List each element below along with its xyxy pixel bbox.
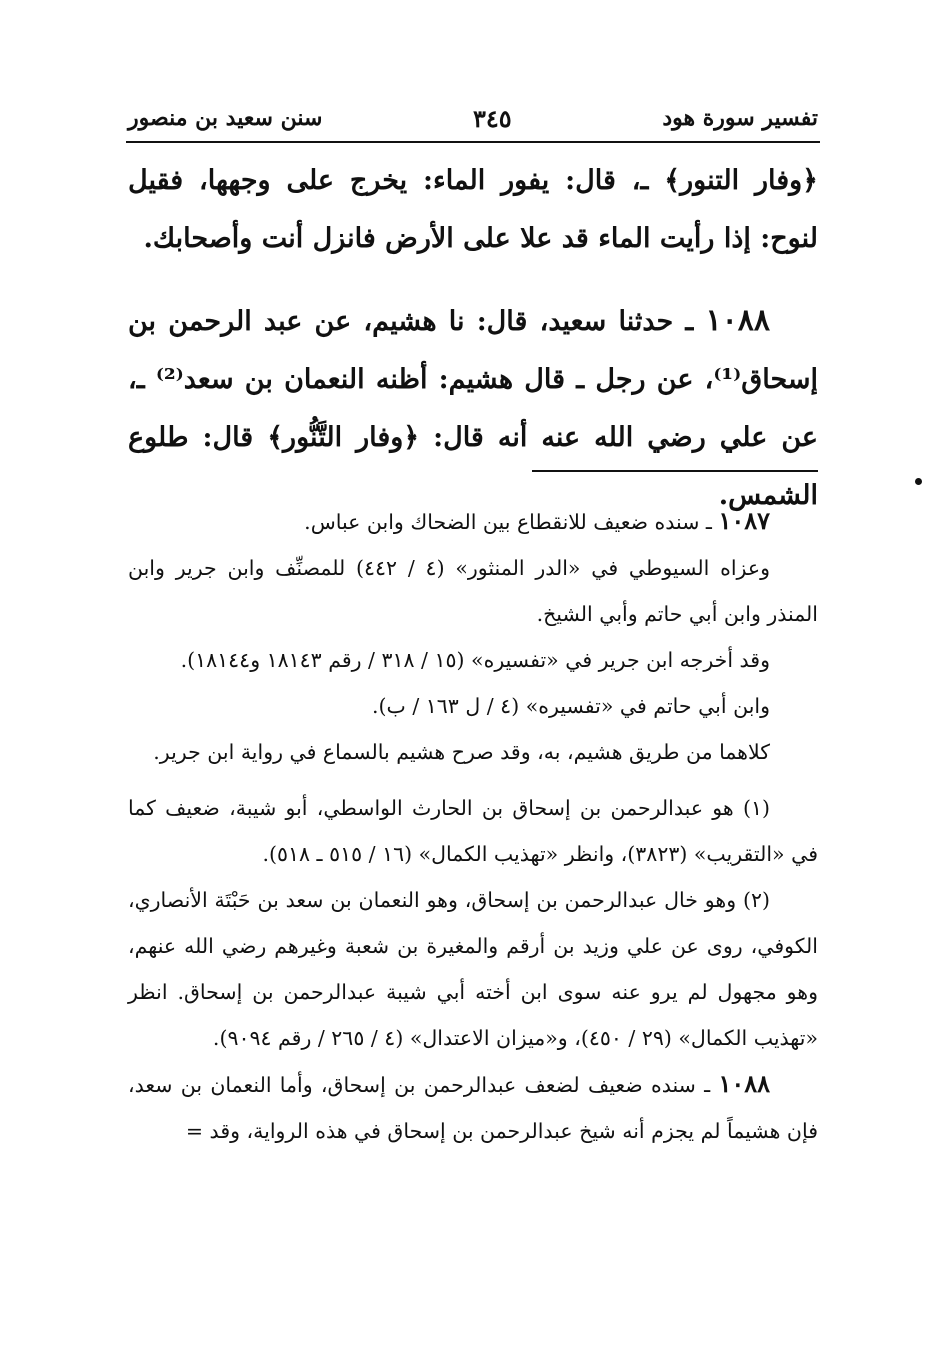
footnote-2: (٢) وهو خال عبدالرحمن بن إسحاق، وهو النعمان بن سعد بن حَبْتَة الأنصاري، الكوفي، روى عن علي وزيد بن أرقم والمغيرة بن شعبة وغيرهم رضي الله عنهم، وهو مجهول لم يرو عنه سوى ابن أخته أبي شيبة عبدالرحمن بن إسحاق. انظر «تهذيب الكمال» (٢٩ / ٤٥٠)، و«ميزان الاعتدال» (٤ / ٢٦٥ / رقم ٩٠٩٤).	[128, 888, 818, 1050]
page-header	[128, 100, 818, 136]
note-1087-number: ١٠٨٧	[718, 506, 770, 535]
note-1087-para-3: وقد أخرجه ابن جرير في «تفسيره» (١٥ / ٣١٨ / رقم ١٨١٤٣ و١٨١٤٤).	[180, 648, 770, 672]
header-book-title: سنن سعيد بن منصور	[128, 105, 323, 131]
page-number: ٣٤٥	[473, 103, 512, 133]
margin-dot	[915, 478, 922, 485]
footnote-separator	[532, 470, 818, 472]
note-1088-text: ـ سنده ضعيف لضعف عبدالرحمن بن إسحاق، وأما النعمان بن سعد، فإن هشيماً لم يجزم أنه شيخ عبدالرحمن بن إسحاق في هذه الرواية، وقد =	[128, 1073, 818, 1143]
header-chapter-title: تفسير سورة هود	[662, 105, 818, 131]
note-1087	[128, 498, 818, 545]
note-1087-para-4: وابن أبي حاتم في «تفسيره» (٤ / ل ١٦٣ / ب).	[372, 694, 770, 718]
hadith-number: ١٠٨٨	[705, 303, 770, 338]
note-1087-para-5: كلاهما من طريق هشيم، به، وقد صرح هشيم بالسماع في رواية ابن جرير.	[153, 740, 770, 764]
main-paragraph-1: ﴿وفار التنور﴾ ـ، قال: يفور الماء: يخرج على وجهها، فقيل لنوح: إذا رأيت الماء قد علا على الأرض فانزل أنت وأصحابك.	[128, 165, 818, 254]
hadith-text: ـ حدثنا سعيد، قال: نا هشيم، عن عبد الرحمن بن إسحاق⁽¹⁾، عن رجل ـ قال هشيم: أظنه النعمان بن سعد⁽²⁾ ـ، عن علي رضي الله عنه أنه قال: ﴿وفار التَّنُّور﴾ قال: طلوع الشمس.	[128, 306, 819, 511]
header-rule	[126, 141, 820, 143]
note-1088	[128, 1061, 818, 1154]
footnotes	[128, 498, 818, 1154]
note-1087-para-2: وعزاه السيوطي في «الدر المنثور» (٤ / ٤٤٢) للمصنِّف وابن جرير وابن المنذر وابن أبي حاتم وأبي الشيخ.	[128, 556, 818, 626]
footnote-1: (١) هو عبدالرحمن بن إسحاق بن الحارث الواسطي، أبو شيبة، ضعيف كما في «التقريب» (٣٨٢٣)، وانظر «تهذيب الكمال» (١٦ / ٥١٥ ـ ٥١٨).	[128, 796, 818, 866]
note-1088-number: ١٠٨٨	[718, 1069, 770, 1098]
note-1087-text: ـ سنده ضعيف للانقطاع بين الضحاك وابن عباس.	[304, 510, 719, 534]
main-paragraph-2	[128, 292, 818, 525]
